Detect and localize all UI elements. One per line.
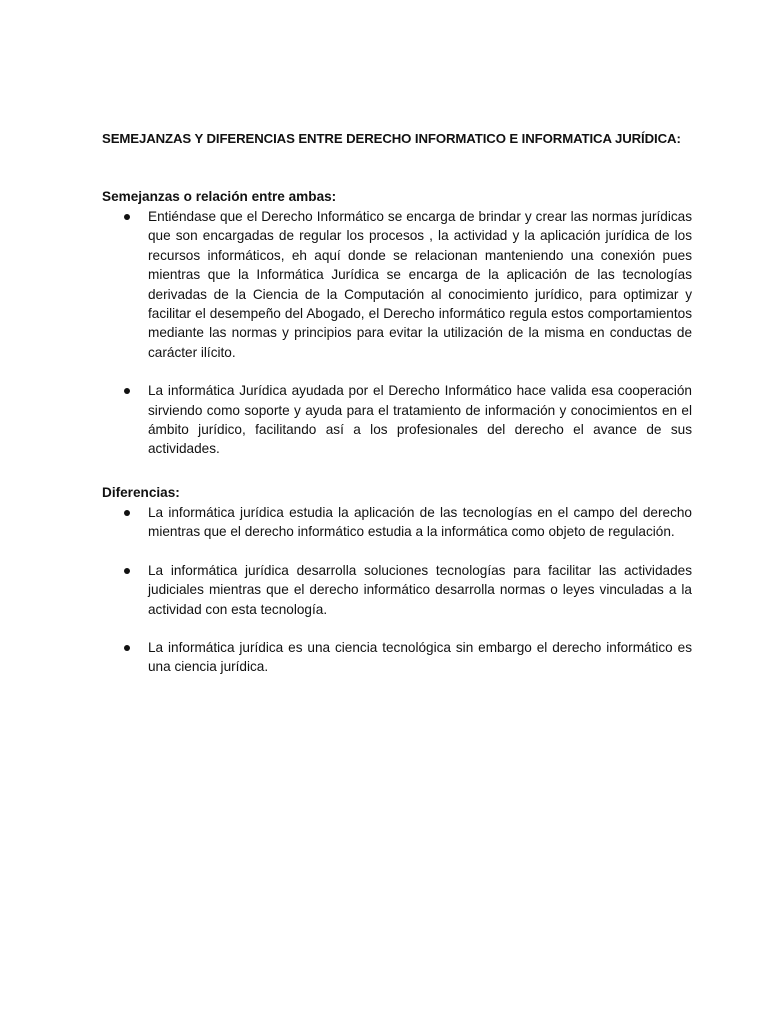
list-item-text: La informática jurídica desarrolla soluciones tecnologías para facilitar las actividades judiciales mientras que el derecho informático desarrolla normas o leyes vinculadas a la actividad con esta tecnología. bbox=[148, 562, 692, 617]
bullet-icon bbox=[124, 645, 130, 651]
bullet-icon bbox=[124, 214, 130, 220]
list-item bbox=[102, 561, 692, 619]
list-item-text: La informática Jurídica ayudada por el Derecho Informático hace valida esa cooperación sirviendo como soporte y ayuda para el tratamiento de información y conocimientos en el ámbito jurídico, facilitando así a los profesionales del derecho el avance de sus actividades. bbox=[148, 383, 692, 457]
section-heading-diferencias: Diferencias: bbox=[102, 484, 180, 500]
bullet-icon bbox=[124, 388, 130, 394]
list-item-text: Entiéndase que el Derecho Informático se encarga de brindar y crear las normas jurídicas que son encargadas de regular los procesos , la actividad y la aplicación jurídica de los recursos informáticos, eh aquí donde se relacionan manteniendo una conexión pues mientras que la Informática Jurídica se encarga de la aplicación de las tecnologías derivadas de la Ciencia de la Computación al conocimiento jurídico, para optimizar y facilitar el desempeño del Abogado, el Derecho informático regula estos comportamientos mediante las normas y principios para evitar la utilización de la misma en conductas de carácter ilícito. bbox=[148, 209, 692, 360]
list-item-text: La informática jurídica estudia la aplicación de las tecnologías en el campo del derecho mientras que el derecho informático estudia a la informática como objeto de regulación. bbox=[148, 504, 692, 540]
list-item bbox=[102, 207, 692, 362]
list-item bbox=[102, 638, 692, 677]
document-body bbox=[102, 130, 692, 677]
semejanzas-list bbox=[102, 207, 692, 459]
diferencias-list bbox=[102, 503, 692, 677]
list-item bbox=[102, 381, 692, 459]
bullet-icon bbox=[124, 510, 130, 516]
bullet-icon bbox=[124, 568, 130, 574]
section-heading-semejanzas: Semejanzas o relación entre ambas: bbox=[102, 189, 337, 204]
document-title: SEMEJANZAS Y DIFERENCIAS ENTRE DERECHO INFORMATICO E INFORMATICA JURÍDICA: bbox=[102, 131, 681, 146]
list-item-text: La informática jurídica es una ciencia tecnológica sin embargo el derecho informático es una ciencia jurídica. bbox=[148, 639, 692, 675]
list-item bbox=[102, 503, 692, 542]
